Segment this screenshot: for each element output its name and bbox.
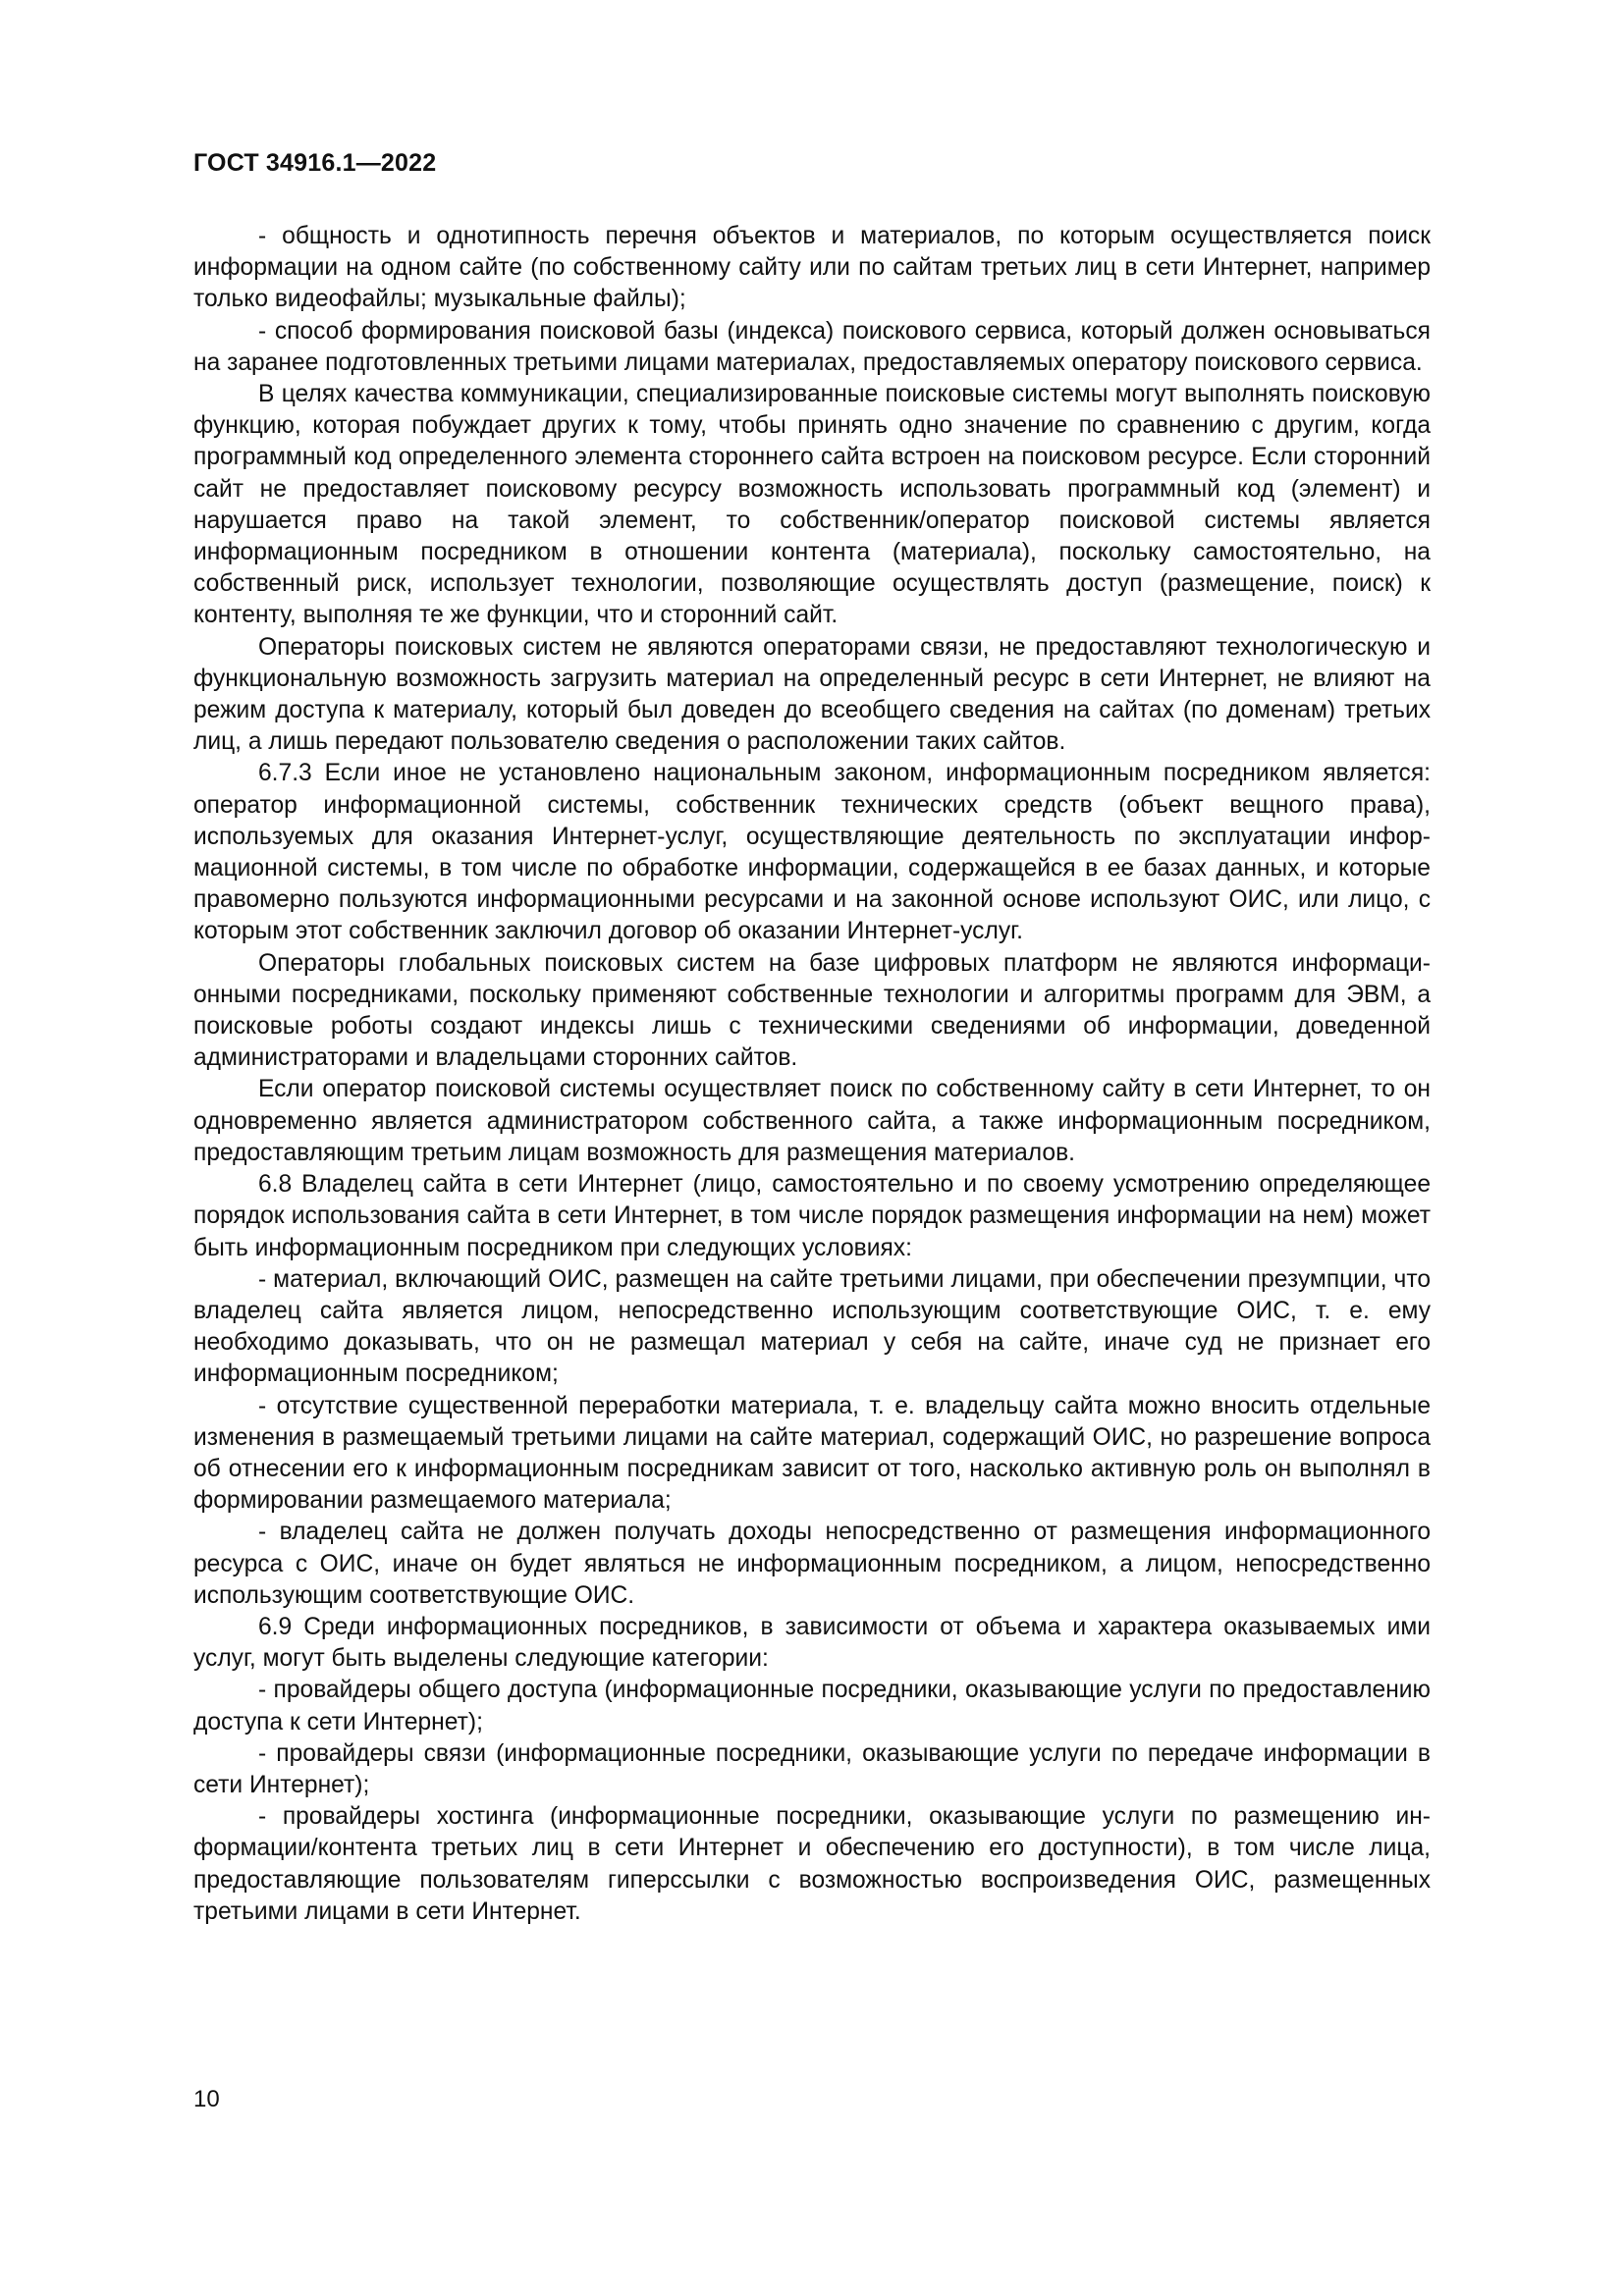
paragraph: Операторы поисковых систем не являются операторами связи, не предоставляют технологическую и функциональную возможность загрузить материал на определенный ресурс в сети Интернет, не влияют на режим доступа к материалу, который был доведен до всеобщего сведения на сайтах (по доменам) третьих лиц, а лишь передают пользователю сведения о расположении таких сайтов.	[193, 633, 1431, 756]
paragraph: - отсутствие существенной переработки материала, т. е. владельцу сайта можно вносить отдельные изменения в размещаемый третьими лицами на сайте материал, содержащий ОИС, но разрешение вопроса об отнесении его к информационным посредникам зависит от того, насколько активную роль он выполнял в формировании размещаемого материала;	[193, 1392, 1431, 1515]
paragraph: Операторы глобальных поисковых систем на базе цифровых платформ не являются информационными посредниками, поскольку применяют собственные технологии и алгоритмы программ для ЭВМ, а поисковые роботы создают индексы лишь с техническими сведениями об информации, доведенной администраторами и владельцами сторонних сайтов.	[193, 949, 1431, 1072]
paragraph: В целях качества коммуникации, специализированные поисковые системы могут выполнять поисковую функцию, которая побуждает других к тому, чтобы принять одно значение по сравнению с другим, когда программный код определенного элемента стороннего сайта встроен на поисковом ресурсе. Если сторонний сайт не предоставляет поисковому ресурсу возможность использовать программный код (элемент) и нарушается право на такой элемент, то собственник/оператор поисковой системы является информационным посредником в отношении контента (материала), поскольку самостоятельно, на собственный риск, использует технологии, позволяющие осуществлять доступ (размещение, поиск) к контенту, выполняя те же функции, что и сторонний сайт.	[193, 381, 1431, 629]
paragraph: 6.9 Среди информационных посредников, в зависимости от объема и характера оказываемых ими услуг, могут быть выделены следующие категории:	[193, 1613, 1431, 1673]
paragraph: 6.8 Владелец сайта в сети Интернет (лицо, самостоятельно и по своему усмотрению определяющее порядок использования сайта в сети Интернет, в том числе порядок размещения информации на нем) может быть информационным посредником при следующих условиях:	[193, 1171, 1431, 1261]
document-body	[193, 221, 1431, 1928]
paragraph: - способ формирования поисковой базы (индекса) поискового сервиса, который должен основываться на заранее подготовленных третьими лицами материалах, предоставляемых оператору поискового сервиса.	[193, 317, 1431, 376]
paragraph: 6.7.3 Если иное не установлено национальным законом, информационным посредником является: оператор информационной системы, собственник технических средств (объект вещного права), используемых для оказания Интернет-услуг, осуществляющие деятельность по эксплуатации информационной системы, в том числе по обработке информации, содержащейся в ее базах данных, и которые правомерно пользуются информационными ресурсами и на законной основе используют ОИС, или лицо, с которым этот собственник заключил договор об оказании Интернет-услуг.	[193, 760, 1431, 945]
paragraph: - провайдеры общего доступа (информационные посредники, оказывающие услуги по предоставлению доступа к сети Интернет);	[193, 1677, 1431, 1735]
page-number: 10	[193, 2086, 220, 2112]
paragraph: - владелец сайта не должен получать доходы непосредственно от размещения информационного ресурса с ОИС, иначе он будет являться не информационным посредником, а лицом, непосредственно использующим соответствующие ОИС.	[193, 1519, 1431, 1609]
paragraph: - материал, включающий ОИС, размещен на сайте третьими лицами, при обеспечении презумпции, что владелец сайта является лицом, непосредственно использующим соответствующие ОИС, т. е. ему необходимо доказывать, что он не размещал материал у себя на сайте, иначе суд не признает его информационным посредником;	[193, 1265, 1431, 1388]
standard-header: ГОСТ 34916.1—2022	[193, 149, 437, 177]
paragraph: - общность и однотипность перечня объектов и материалов, по которым осуществляется поиск информации на одном сайте (по собственному сайту или по сайтам третьих лиц в сети Интернет, например только видеофайлы; музыкальные файлы);	[193, 223, 1431, 313]
paragraph: Если оператор поисковой системы осуществляет поиск по собственному сайту в сети Интернет, то он одновременно является администратором собственного сайта, а также информационным посредником, предоставляющим третьим лицам возможность для размещения материалов.	[193, 1076, 1431, 1166]
paragraph: - провайдеры хостинга (информационные посредники, оказывающие услуги по размещению информации/контента третьих лиц в сети Интернет и обеспечению его доступности), в том числе лица, предоставляющие пользователям гиперссылки с возможностью воспроизведения ОИС, размещенных третьими лицами в сети Интернет.	[193, 1803, 1431, 1925]
paragraph: - провайдеры связи (информационные посредники, оказывающие услуги по передаче информации в сети Интернет);	[193, 1739, 1431, 1798]
